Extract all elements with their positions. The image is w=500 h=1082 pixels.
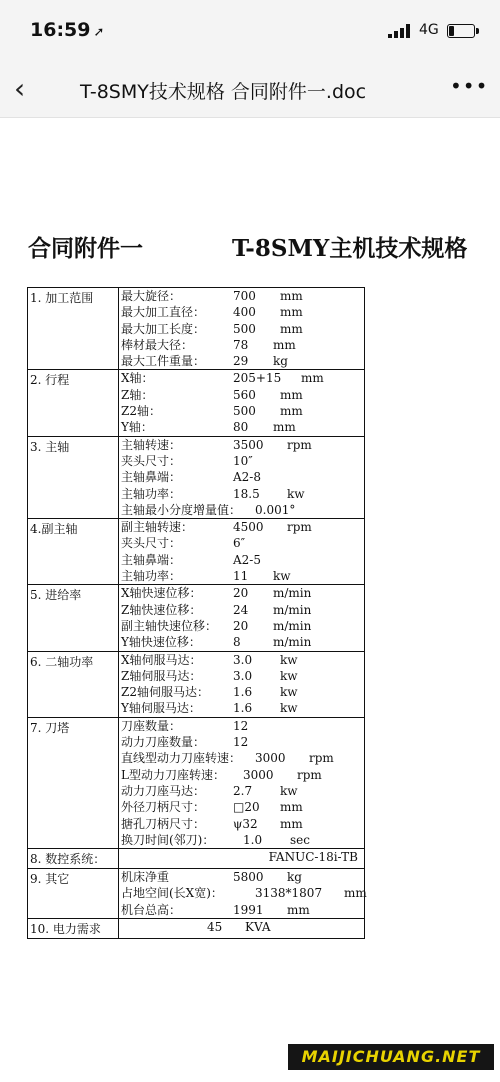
spec-category: 6. 二轴功率 (28, 651, 119, 717)
spec-category: 3. 主轴 (28, 436, 119, 518)
spec-value: 24 (233, 602, 249, 617)
spec-row (121, 869, 362, 885)
spec-value: 4500 (233, 520, 264, 535)
spec-value: 2.7 (233, 783, 253, 798)
spec-key: 夹头尺寸： (121, 453, 182, 468)
spec-details (119, 519, 365, 585)
spec-row (121, 602, 362, 618)
spec-key: Z2轴伺服马达： (121, 685, 209, 700)
spec-key: 动力刀座数量： (121, 735, 206, 750)
spec-value: 3138*1807 (255, 886, 323, 901)
spec-row (121, 750, 362, 766)
spec-value: 3.0 (233, 668, 253, 683)
spec-key: L型动力刀座转速： (121, 767, 225, 782)
spec-row (121, 469, 362, 485)
spec-row (121, 618, 362, 634)
spec-value: 20 (233, 586, 249, 601)
spec-row (121, 668, 362, 684)
spec-value: 11 (233, 569, 249, 584)
spec-key: Z轴伺服马达： (121, 668, 202, 683)
spec-row (121, 419, 362, 435)
spec-category: 1. 加工范围 (28, 288, 119, 370)
spec-details (119, 717, 365, 848)
spec-unit: kw (280, 685, 298, 700)
spec-key: 最大加工直径： (121, 305, 206, 320)
spec-value: 29 (233, 354, 249, 369)
spec-row (121, 832, 362, 848)
spec-group (28, 519, 365, 585)
spec-unit: mm (344, 886, 367, 901)
spec-row (121, 885, 367, 901)
spec-row (121, 734, 362, 750)
spec-row (121, 767, 362, 783)
spec-details (119, 849, 365, 869)
spec-group (28, 436, 365, 518)
spec-row (121, 799, 362, 815)
spec-value: 10″ (233, 453, 253, 468)
document-title: T-8SMY技术规格 合同附件一.doc (80, 81, 367, 103)
spec-unit: mm (273, 420, 296, 435)
spec-category: 8. 数控系统： (28, 849, 119, 869)
spec-key: 换刀时间(邻刀)： (121, 832, 215, 847)
spec-details (119, 370, 365, 436)
spec-key: 搪孔刀柄尺寸： (121, 816, 206, 831)
spec-key: Z2轴： (121, 404, 161, 419)
spec-key: Y轴伺服马达： (121, 701, 201, 716)
spec-group (28, 717, 365, 848)
spec-value: A2-5 (233, 552, 261, 567)
spec-category: 10. 电力需求 (28, 918, 119, 938)
spec-details (119, 288, 365, 370)
spec-row (121, 486, 362, 502)
spec-value: 18.5 (233, 486, 260, 501)
spec-unit: mm (280, 289, 303, 303)
spec-unit: kw (280, 652, 298, 667)
spec-unit: mm (280, 800, 303, 815)
spec-row (121, 337, 362, 353)
spec-row (121, 502, 362, 518)
spec-value: 6″ (233, 536, 246, 551)
spec-unit: kw (273, 569, 291, 584)
spec-unit: rpm (287, 437, 312, 452)
spec-unit: rpm (297, 767, 322, 782)
spec-value: 78 (233, 337, 249, 352)
spec-key: 副主轴快速位移： (121, 618, 218, 633)
spec-category: 2. 行程 (28, 370, 119, 436)
spec-unit: kg (273, 354, 288, 369)
spec-group (28, 585, 365, 651)
spec-details (119, 651, 365, 717)
spec-key: 主轴转速： (121, 437, 182, 452)
spec-value: 12 (233, 718, 249, 733)
spec-row (121, 403, 362, 419)
spec-unit: m/min (273, 618, 312, 633)
spec-value: 3000 (243, 767, 274, 782)
spec-unit: kw (280, 783, 298, 798)
spec-details (119, 585, 365, 651)
spec-unit: m/min (273, 586, 312, 601)
spec-value: 1991 (233, 902, 264, 917)
spec-key: Y轴： (121, 420, 153, 435)
spec-row (121, 634, 362, 650)
spec-unit: mm (280, 321, 303, 336)
spec-unit: mm (301, 371, 324, 386)
spec-value: 1.0 (243, 832, 263, 847)
spec-row (121, 288, 362, 304)
spec-key: 机台总高： (121, 902, 182, 917)
spec-row (121, 684, 362, 700)
spec-key: 主轴功率： (121, 569, 182, 584)
doc-heading-left: 合同附件一 (28, 235, 143, 262)
spec-key: 动力刀座马达： (121, 783, 206, 798)
spec-details (119, 918, 365, 938)
spec-category: 7. 刀塔 (28, 717, 119, 848)
signal-icon (388, 24, 410, 38)
spec-unit: mm (287, 902, 310, 917)
battery-icon (447, 24, 475, 38)
nav-bar (0, 60, 500, 118)
spec-details (119, 869, 365, 919)
spec-value: 20 (233, 618, 249, 633)
spec-key: 主轴鼻端： (121, 470, 182, 485)
spec-row (121, 700, 362, 716)
spec-key: 最大工件重量： (121, 354, 206, 369)
spec-key: Y轴快速位移： (121, 635, 201, 650)
spec-key: X轴快速位移： (121, 586, 202, 601)
spec-unit: rpm (309, 751, 334, 766)
spec-group (28, 288, 365, 370)
spec-row (121, 585, 362, 601)
more-options-icon[interactable]: ••• (450, 74, 489, 98)
spec-details (119, 436, 365, 518)
spec-row (121, 535, 362, 551)
spec-value: 3500 (233, 437, 264, 452)
spec-group (28, 370, 365, 436)
spec-unit: m/min (273, 635, 312, 650)
spec-value: 45 (207, 919, 223, 934)
spec-value: 8 (233, 635, 241, 650)
spec-key: 最大加工长度： (121, 321, 206, 336)
spec-unit: sec (290, 832, 310, 847)
spec-value: ψ32 (233, 816, 258, 831)
spec-category: 4.副主轴 (28, 519, 119, 585)
spec-unit: kw (280, 668, 298, 683)
spec-group (28, 918, 365, 938)
spec-row (121, 304, 362, 320)
spec-key: 外径刀柄尺寸： (121, 800, 206, 815)
spec-key: 机床净重 (121, 870, 170, 885)
spec-value: FANUC-18i-TB (268, 850, 358, 865)
spec-key: 主轴功率： (121, 486, 182, 501)
spec-group (28, 869, 365, 919)
spec-key: 主轴最小分度增量值： (121, 502, 242, 517)
spec-key: 直线型动力刀座转速： (121, 751, 242, 766)
spec-row (121, 816, 362, 832)
spec-value: 500 (233, 321, 256, 336)
spec-row (121, 849, 362, 865)
spec-key: 主轴鼻端： (121, 552, 182, 567)
network-type: 4G (419, 22, 439, 38)
spec-unit: kw (280, 701, 298, 716)
doc-heading-right: T-8SMY主机技术规格 (232, 235, 468, 262)
spec-value: 205+15 (233, 371, 282, 386)
spec-row (121, 902, 362, 918)
location-arrow-icon: ➚ (93, 25, 105, 40)
clock: 16:59 ➚ (30, 19, 105, 41)
spec-row (121, 919, 362, 935)
spec-unit: mm (280, 404, 303, 419)
spec-value: 560 (233, 387, 256, 402)
spec-unit: mm (280, 387, 303, 402)
spec-value: 5800 (233, 870, 264, 885)
status-bar (0, 0, 500, 60)
spec-row (121, 453, 362, 469)
back-chevron-icon[interactable]: ‹ (14, 72, 26, 105)
spec-value: □20 (233, 800, 260, 815)
spec-row (121, 652, 362, 668)
spec-row (121, 552, 362, 568)
spec-row (121, 353, 362, 369)
spec-key: Z轴快速位移： (121, 602, 202, 617)
spec-row (121, 568, 362, 584)
spec-value: 3000 (255, 751, 286, 766)
spec-category: 9. 其它 (28, 869, 119, 919)
spec-key: 最大旋径： (121, 289, 182, 303)
spec-value: 12 (233, 735, 249, 750)
spec-row (121, 321, 362, 337)
spec-unit: kw (287, 486, 305, 501)
spec-unit: mm (280, 305, 303, 320)
spec-row (121, 437, 362, 453)
spec-group (28, 849, 365, 869)
spec-value: A2-8 (233, 470, 261, 485)
spec-unit: mm (273, 337, 296, 352)
spec-key: X轴伺服马达： (121, 652, 202, 667)
spec-key: 棒材最大径： (121, 337, 194, 352)
spec-value: 1.6 (233, 685, 253, 700)
spec-value: 80 (233, 420, 249, 435)
spec-unit: m/min (273, 602, 312, 617)
spec-value: 700 (233, 289, 256, 303)
spec-row (121, 387, 362, 403)
spec-value: 0.001° (255, 502, 296, 517)
spec-category: 5. 进给率 (28, 585, 119, 651)
spec-key: Z轴： (121, 387, 154, 402)
spec-key: X轴： (121, 371, 154, 386)
spec-row (121, 370, 362, 386)
spec-table (27, 287, 365, 939)
spec-unit: KVA (245, 919, 271, 934)
spec-row (121, 783, 362, 799)
spec-value: 3.0 (233, 652, 253, 667)
spec-row (121, 519, 362, 535)
spec-key: 刀座数量： (121, 718, 182, 733)
spec-group (28, 651, 365, 717)
spec-row (121, 718, 362, 734)
spec-unit: kg (287, 870, 302, 885)
spec-value: 1.6 (233, 701, 253, 716)
spec-key: 占地空间(长X宽)： (121, 886, 223, 901)
watermark: MAIJICHUANG.NET (288, 1044, 494, 1070)
spec-unit: mm (280, 816, 303, 831)
spec-key: 副主轴转速： (121, 520, 194, 535)
spec-key: 夹头尺寸： (121, 536, 182, 551)
spec-value: 400 (233, 305, 256, 320)
spec-unit: rpm (287, 520, 312, 535)
spec-value: 500 (233, 404, 256, 419)
